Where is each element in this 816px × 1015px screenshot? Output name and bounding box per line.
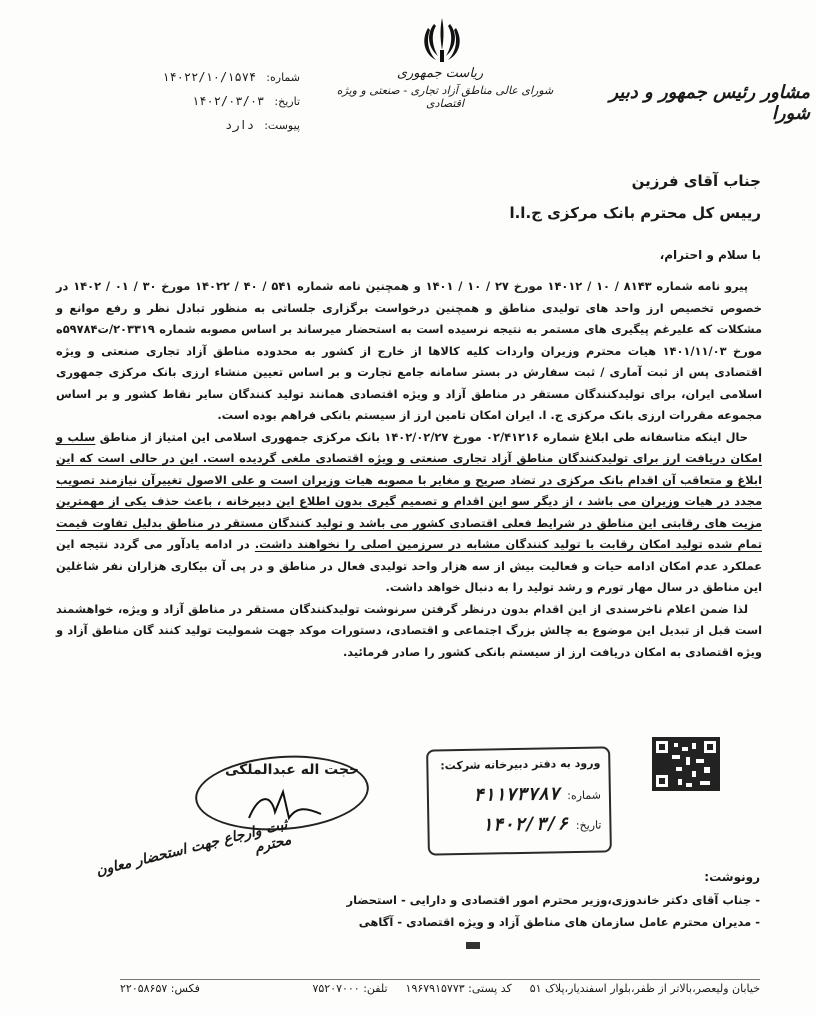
letter-number	[110, 70, 300, 85]
date-value: ۱۴۰۲/۰۳/۰۳	[192, 94, 265, 108]
footer-fax: فکس: ۲۲۰۵۸۶۵۷	[120, 982, 200, 995]
paragraph-3: لذا ضمن اعلام ناخرسندی از این اقدام بدون درنظر گرفتن سرنوشت تولیدکنندگان مستقر در مناطق آزاد و ویژه، خواهشمند است قبل از تبدیل این موضوع به چالش بزرگ اجتماعی و اقتصادی، دستورات موکد جهت شمولیت تولید کنند گان مناطق آزاد و ویژه اقتصادی به امکان دریافت ارز از سیستم بانکی کشور را صادر فرمائید.	[56, 601, 762, 659]
paragraph-2-end: در ادامه یادآور می گردد نتیجه این عملکرد عدم امکان ادامه حیات و فعالیت بیش از سه هزار واحد تولیدی فعال در مناطق و در پی آن بیکاری هزاران نفر شاغلین این مناطق در سال مهار تورم و رشد تولید را به دنبال خواهد داشت.	[56, 537, 762, 594]
letter-date	[110, 94, 300, 109]
paragraph-2	[56, 427, 762, 599]
qr-code-icon	[652, 737, 720, 791]
attachment-value: دارد	[225, 118, 255, 132]
redaction-mark	[466, 942, 480, 949]
signatory-name: حجت اله عبدالملکی	[225, 762, 360, 778]
footer-address: خیابان ولیعصر،بالاتر از ظفر،بلوار اسفندیار،پلاک ۵۱	[529, 982, 760, 995]
letter-body	[56, 276, 762, 663]
stamp-number: ۴۱۱۷۳۷۸۷	[472, 783, 560, 806]
number-value: ۱۴۰۲۲/۱۰/۱۵۷۴	[162, 70, 257, 84]
cc-item: - مدیران محترم عامل سازمان های مناطق آزاد و ویژه اقتصادی - آگاهی	[358, 915, 760, 929]
stamp-number-row	[473, 783, 601, 806]
stamp-date-label: تاریخ:	[575, 818, 602, 833]
handwritten-note: ثبت وارجاع جهت استحضار معاون محترم	[94, 816, 293, 880]
footer-phone: تلفن: ۷۵۲۰۷۰۰۰	[312, 982, 388, 995]
paragraph-2-underlined: سلب و امکان دریافت ارز برای تولیدکنندگان مناطق آزاد تجاری صنعتی و ویژه اقتصادی ملغی گردیده است. این در حالی است که این ابلاغ و متعاقب آن اقدام بانک مرکزی در تضاد صریح و مغایر با مصوبه هیات وزیران است و علی الاصول تغییرآن نیازمند تصویب مجدد در هیات وزیران می باشد ، از دیگر سو این اقدام و تصمیم گیری بدون اطلاع این دبیرخانه ، باعث حذف یکی از مهمترین مزیت های رقابتی این مناطق در شرایط فعلی اقتصادی کشور می باشد و تولید کنندگان مستقر در مناطق بدلیل تفاوت قیمت تمام شده تولید امکان رقابت با تولید کنندگان مشابه در سرزمین اصلی را نخواهند داشت.	[56, 429, 762, 551]
paragraph-1: پیرو نامه شماره ۸۱۴۳ / ۱۰ / ۱۴۰۱۲ مورخ ۲۷ / ۱۰ / ۱۴۰۱ و همچنین نامه شماره ۵۴۱ / ۴۰ / ۱۴۰۲۲ مورخ ۳۰ / ۰۱ / ۱۴۰۲ در خصوص تخصیص ارز واحد های تولیدی مناطق و همچنین درخواست برگزاری جلساتی به منظور تبادل نظر و رفع موانع و مشکلات که علیرغم پیگیری های مستمر به نتیجه نرسیده است به استحضار میرساند بر اساس مصوبه شماره ۲۰۳۳۱۹/ت۵۹۷۸۴ه مورخ ۱۴۰۱/۱۱/۰۳ هیات محترم وزیران واردات کلیه کالاها از خارج از کشور به محدوده مناطق آزاد تجاری صنعتی و ویژه اقتصادی پس از ثبت آماری / ثبت سفارش در بستر سامانه جامع تجارت و بر اساس تعیین منشاء ارزی بانک مرکزی جمهوری اسلامی ایران، برای تولیدکنندگان مستقر در مناطق آزاد و ویژه اقتصادی همانند تولید کنندگان سایر نقاط کشور و بر اساس مجموعه مقررات ارزی بانک مرکزی ج. ا. ایران امکان تامین ارز از سیستم بانکی فراهم بوده است.	[56, 279, 762, 422]
number-label: شماره:	[266, 71, 300, 84]
cc-title: رونوشت:	[704, 870, 760, 884]
stamp-title: ورود به دفتر دبیرخانه شرکت:	[440, 756, 601, 773]
addressee-title: رییس کل محترم بانک مرکزی ج.ا.ا	[509, 204, 761, 222]
paragraph-2-start: حال اینکه متاسفانه طی ابلاغ شماره ۰۲/۴۱۲۱۶ مورخ ۱۴۰۲/۰۲/۲۷ بانک مرکزی جمهوری اسلامی این امتیاز از مناطق	[99, 429, 748, 444]
registry-stamp	[426, 746, 612, 855]
addressee-name: جناب آقای فرزین	[631, 172, 761, 190]
stamp-date-row	[481, 813, 601, 836]
greeting: با سلام و احترام،	[659, 248, 761, 262]
advisor-title: مشاور رئیس جمهور و دبیر شورا	[609, 82, 810, 124]
letter-attachment	[110, 118, 300, 133]
stamp-number-label: شماره:	[567, 788, 602, 803]
iran-emblem-icon	[420, 14, 464, 68]
presidency-title: ریاست جمهوری	[396, 66, 484, 81]
council-title: شورای عالی مناطق آزاد تجاری - صنعتی و ویژه اقتصادی	[336, 84, 554, 110]
attachment-label: پیوست:	[264, 119, 300, 132]
footer-postal: کد پستی: ۱۹۶۷۹۱۵۷۷۳	[405, 982, 512, 995]
stamp-date: ۱۴۰۲/۳/۶	[481, 813, 569, 836]
date-label: تاریخ:	[274, 95, 300, 108]
footer-contact	[120, 979, 760, 995]
cc-item: - جناب آقای دکتر خاندوزی،وزیر محترم امور اقتصادی و دارایی - استحضار	[346, 893, 760, 907]
